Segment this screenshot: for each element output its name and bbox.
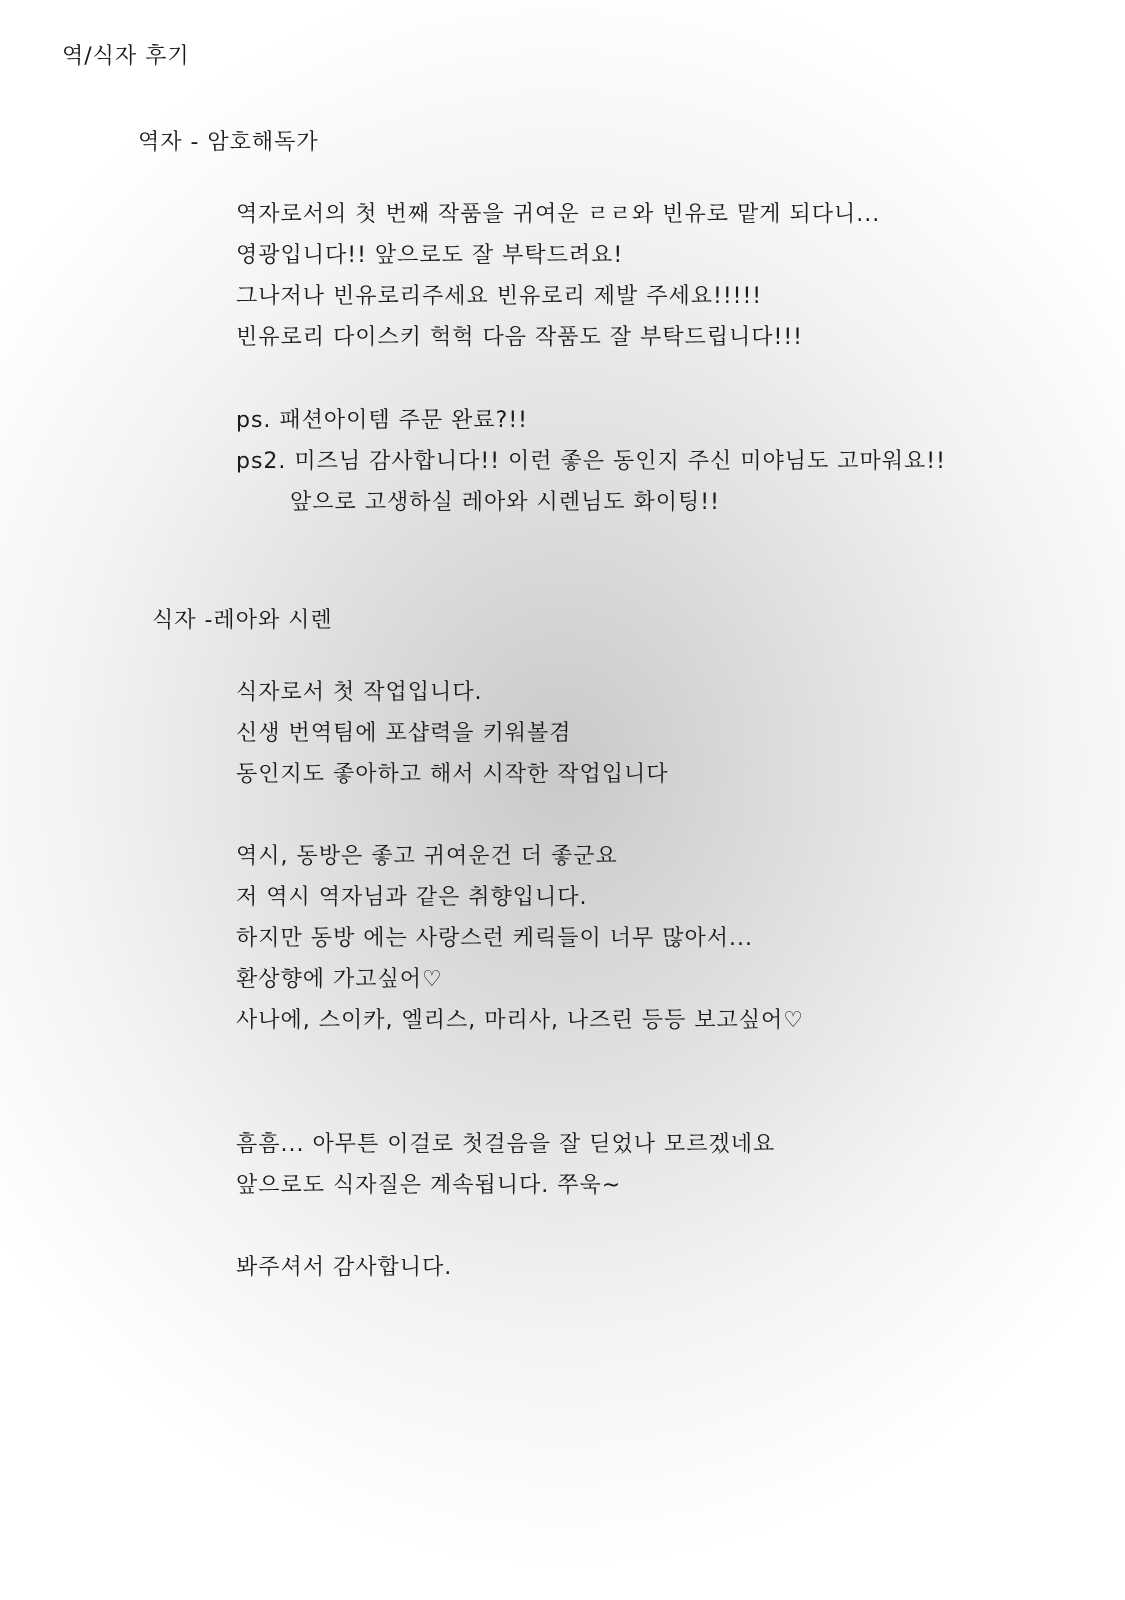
typesetter-line: 저 역시 역자님과 같은 취향입니다. <box>236 885 588 910</box>
typesetter-line: 앞으로도 식자질은 계속됩니다. 쭈욱~ <box>236 1173 622 1198</box>
translator-ps2-continuation: 앞으로 고생하실 레아와 시렌님도 화이팅!! <box>290 490 720 515</box>
translator-line: 빈유로리 다이스키 헉헉 다음 작품도 잘 부탁드립니다!!! <box>236 325 803 350</box>
translator-ps2-line: ps2. 미즈님 감사합니다!! 이런 좋은 동인지 주신 미야님도 고마워요!! <box>236 449 946 474</box>
typesetter-line: 흠흠... 아무튼 이걸로 첫걸음을 잘 딛었나 모르겠네요 <box>236 1132 776 1157</box>
typesetter-heading: 식자 -레아와 시렌 <box>152 608 333 633</box>
translator-line: 역자로서의 첫 번째 작품을 귀여운 ㄹㄹ와 빈유로 맡게 되다니... <box>236 202 881 227</box>
translator-heading: 역자 - 암호해독가 <box>138 130 319 155</box>
typesetter-line: 하지만 동방 에는 사랑스런 케릭들이 너무 많아서... <box>236 926 753 951</box>
page-title: 역/식자 후기 <box>62 44 190 69</box>
typesetter-line: 사나에, 스이카, 엘리스, 마리사, 나즈린 등등 보고싶어♡ <box>236 1008 804 1033</box>
typesetter-line: 식자로서 첫 작업입니다. <box>236 680 483 705</box>
translator-line: 그나저나 빈유로리주세요 빈유로리 제발 주세요!!!!! <box>236 284 763 309</box>
translator-ps-line: ps. 패션아이템 주문 완료?!! <box>236 408 528 433</box>
typesetter-line: 신생 번역팀에 포샵력을 키워볼겸 <box>236 721 572 746</box>
typesetter-line: 역시, 동방은 좋고 귀여운건 더 좋군요 <box>236 844 618 869</box>
translator-line: 영광입니다!! 앞으로도 잘 부탁드려요! <box>236 243 624 268</box>
typesetter-line: 환상향에 가고싶어♡ <box>236 967 443 992</box>
typesetter-line: 동인지도 좋아하고 해서 시작한 작업입니다 <box>236 762 669 787</box>
typesetter-closing-line: 봐주셔서 감사합니다. <box>236 1255 453 1280</box>
